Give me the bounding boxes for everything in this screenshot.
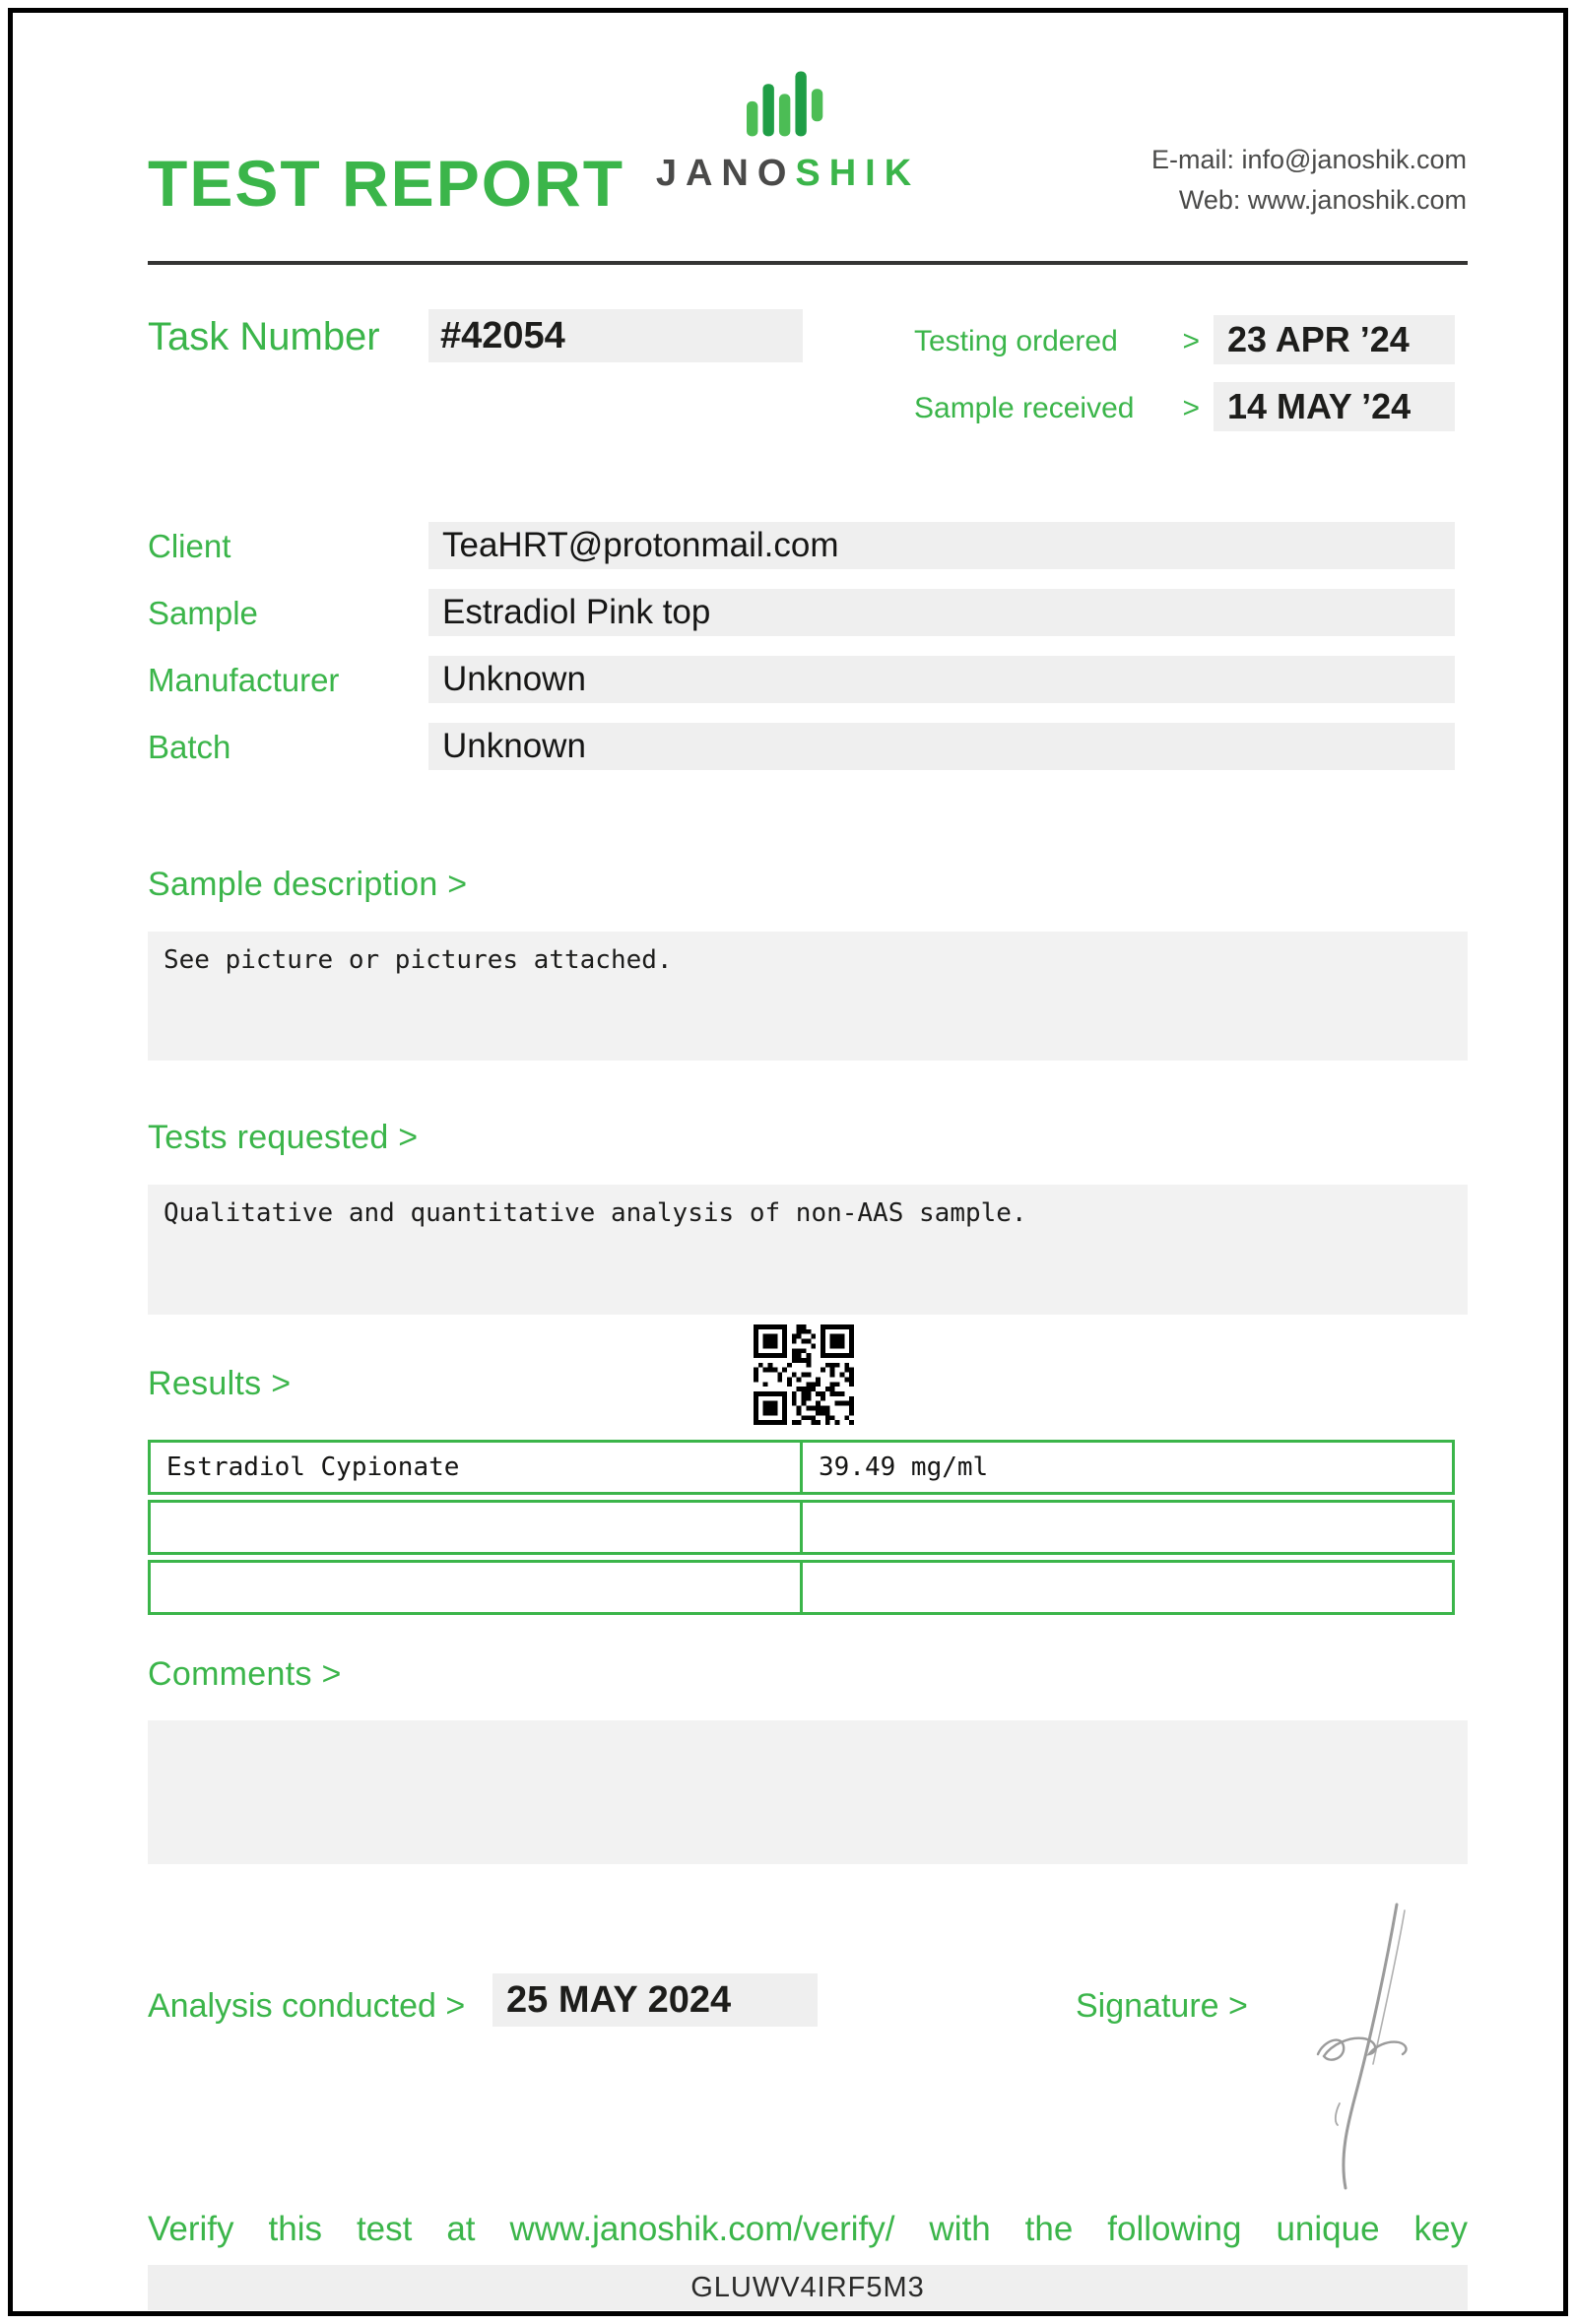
result-substance-cell xyxy=(148,1500,803,1555)
testing-ordered-label xyxy=(914,325,1200,358)
table-row xyxy=(148,1440,1455,1495)
sample-received-date: 14 MAY ’24 xyxy=(1214,382,1455,431)
sample-description-heading: Sample description > xyxy=(148,866,468,903)
analysis-date-value: 25 MAY 2024 xyxy=(492,1973,818,2027)
comments-box xyxy=(148,1720,1468,1864)
web-value: www.janoshik.com xyxy=(1247,185,1467,215)
results-table xyxy=(148,1440,1455,1620)
sample-description-box: See picture or pictures attached. xyxy=(148,932,1468,1061)
result-amount-cell xyxy=(800,1500,1455,1555)
logo-bars-icon xyxy=(747,131,829,148)
sample-received-label xyxy=(914,392,1200,425)
sample-label: Sample xyxy=(148,595,258,631)
header-divider xyxy=(148,261,1468,265)
manufacturer-value: Unknown xyxy=(428,656,1455,703)
result-amount-cell: 39.49 mg/ml xyxy=(800,1440,1455,1495)
testing-ordered-date: 23 APR ’24 xyxy=(1214,315,1455,364)
batch-value: Unknown xyxy=(428,723,1455,770)
contact-web-line xyxy=(1151,180,1467,221)
email-label: E-mail: xyxy=(1150,145,1242,174)
client-label: Client xyxy=(148,528,231,564)
sample-value: Estradiol Pink top xyxy=(428,589,1455,636)
tests-requested-heading: Tests requested > xyxy=(148,1119,419,1156)
client-value: TeaHRT@protonmail.com xyxy=(428,522,1455,569)
result-amount-cell xyxy=(800,1560,1455,1615)
analysis-conducted-label: Analysis conducted > xyxy=(148,1987,466,2025)
signature-label: Signature > xyxy=(1076,1987,1248,2025)
verification-key: GLUWV4IRF5M3 xyxy=(148,2265,1468,2310)
testing-ordered-text: Testing ordered xyxy=(914,325,1118,357)
table-row xyxy=(148,1560,1455,1615)
result-substance-cell xyxy=(148,1560,803,1615)
batch-label: Batch xyxy=(148,729,231,765)
logo-text-shik: SHIK xyxy=(795,153,921,194)
web-label: Web: xyxy=(1178,185,1248,215)
comments-heading: Comments > xyxy=(148,1655,342,1693)
arrow-glyph: > xyxy=(1182,325,1200,357)
task-number-label: Task Number xyxy=(148,315,380,358)
task-number-value: #42054 xyxy=(428,309,803,362)
results-heading: Results > xyxy=(148,1365,292,1402)
verify-instruction: Verify this test at www.janoshik.com/verify/ with the following unique key xyxy=(148,2210,1468,2248)
contact-info xyxy=(1151,140,1467,221)
logo-text-jano: JANO xyxy=(655,153,796,194)
table-row xyxy=(148,1500,1455,1555)
logo-wordmark xyxy=(656,153,920,195)
manufacturer-label: Manufacturer xyxy=(148,662,340,698)
sample-received-text: Sample received xyxy=(914,392,1135,424)
signature-image xyxy=(1280,1899,1458,2194)
arrow-glyph: > xyxy=(1182,392,1200,424)
report-title: TEST REPORT xyxy=(148,147,625,220)
janoshik-logo xyxy=(656,69,920,195)
result-substance-cell: Estradiol Cypionate xyxy=(148,1440,803,1495)
tests-requested-box: Qualitative and quantitative analysis of non-AAS sample. xyxy=(148,1185,1468,1315)
qr-code xyxy=(754,1324,854,1425)
contact-email-line xyxy=(1151,140,1467,180)
email-value: info@janoshik.com xyxy=(1241,145,1467,174)
